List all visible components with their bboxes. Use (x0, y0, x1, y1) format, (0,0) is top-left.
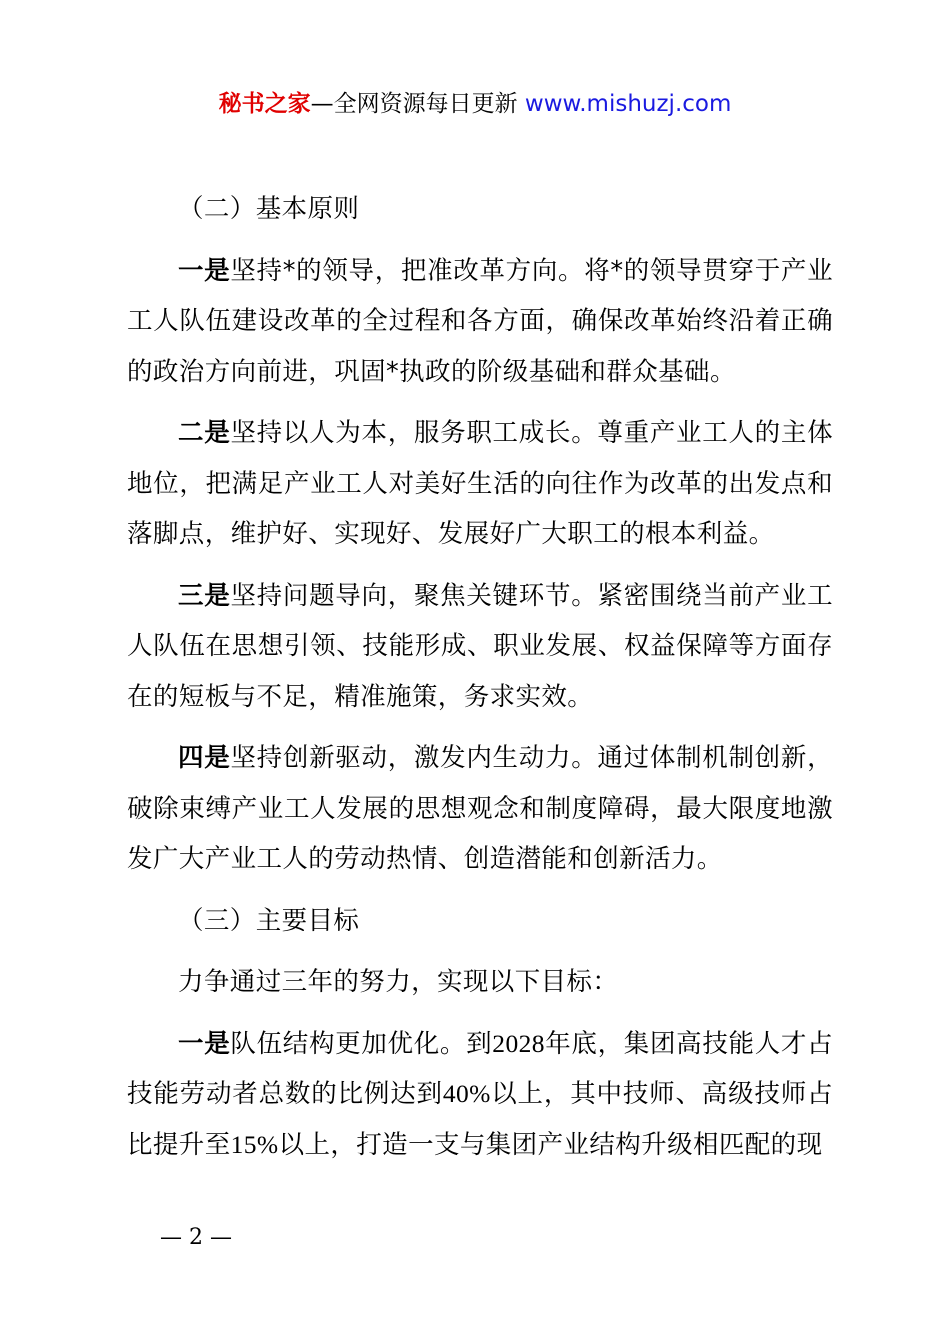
goal-text: 年底，集团高技能人才占技能劳动者总数的比例达到 (127, 1028, 833, 1109)
document-body (127, 184, 833, 1181)
section-heading-principles: （二）基本原则 (178, 194, 360, 224)
principle-paragraph (127, 571, 833, 723)
principle-lead: 一是 (178, 255, 231, 286)
page-number: — 2 — (160, 1225, 232, 1250)
principle-lead: 三是 (178, 580, 231, 611)
principle-text: 坚持创新驱动，激发内生动力。通过体制机制创新，破除束缚产业工人发展的思想观念和制度障碍，最大限度地激发广大产业工人的劳动热情、创造潜能和创新活力。 (127, 743, 833, 874)
site-header (0, 88, 950, 120)
goal-percentage: 40% (442, 1079, 491, 1108)
goal-text: 以上，其中技师、高级技师占比提升至 (127, 1079, 833, 1160)
principle-paragraph (127, 733, 833, 885)
header-tagline: —全网资源每日更新 (310, 91, 525, 117)
principle-text: 坚持以人为本，服务职工成长。尊重产业工人的主体地位，把满足产业工人对美好生活的向往作为改革的出发点和落脚点，维护好、实现好、发展好广大职工的根本利益。 (127, 418, 833, 549)
principle-text: 坚持问题导向，聚焦关键环节。紧密围绕当前产业工人队伍在思想引领、技能形成、职业发展、权益保障等方面存在的短板与不足，精准施策，务求实效。 (127, 580, 833, 712)
principle-text: 坚持*的领导，把准改革方向。将*的领导贯穿于产业工人队伍建设改革的全过程和各方面，确保改革始终沿着正确的政治方向前进，巩固*执政的阶级基础和群众基础。 (127, 255, 833, 387)
principle-lead: 二是 (178, 418, 231, 448)
principle-paragraph (127, 246, 833, 398)
principle-lead: 四是 (178, 743, 231, 773)
goal-text: 以上，打造一支与集团产业结构升级相匹配的现 (278, 1129, 823, 1160)
brand-name: 秘书之家 (218, 91, 311, 117)
goal-paragraph (127, 1019, 833, 1171)
goal-lead: 一是 (178, 1028, 231, 1059)
goal-text: 队伍结构更加优化。到 (230, 1028, 493, 1059)
principle-paragraph (127, 408, 833, 560)
goals-intro: 力争通过三年的努力，实现以下目标： (178, 967, 619, 997)
section-heading-goals: （三）主要目标 (178, 905, 360, 936)
goal-percentage: 15% (230, 1129, 279, 1159)
goal-year: 2028 (492, 1028, 545, 1058)
site-url-link[interactable]: www.mishuzj.com (524, 91, 732, 117)
